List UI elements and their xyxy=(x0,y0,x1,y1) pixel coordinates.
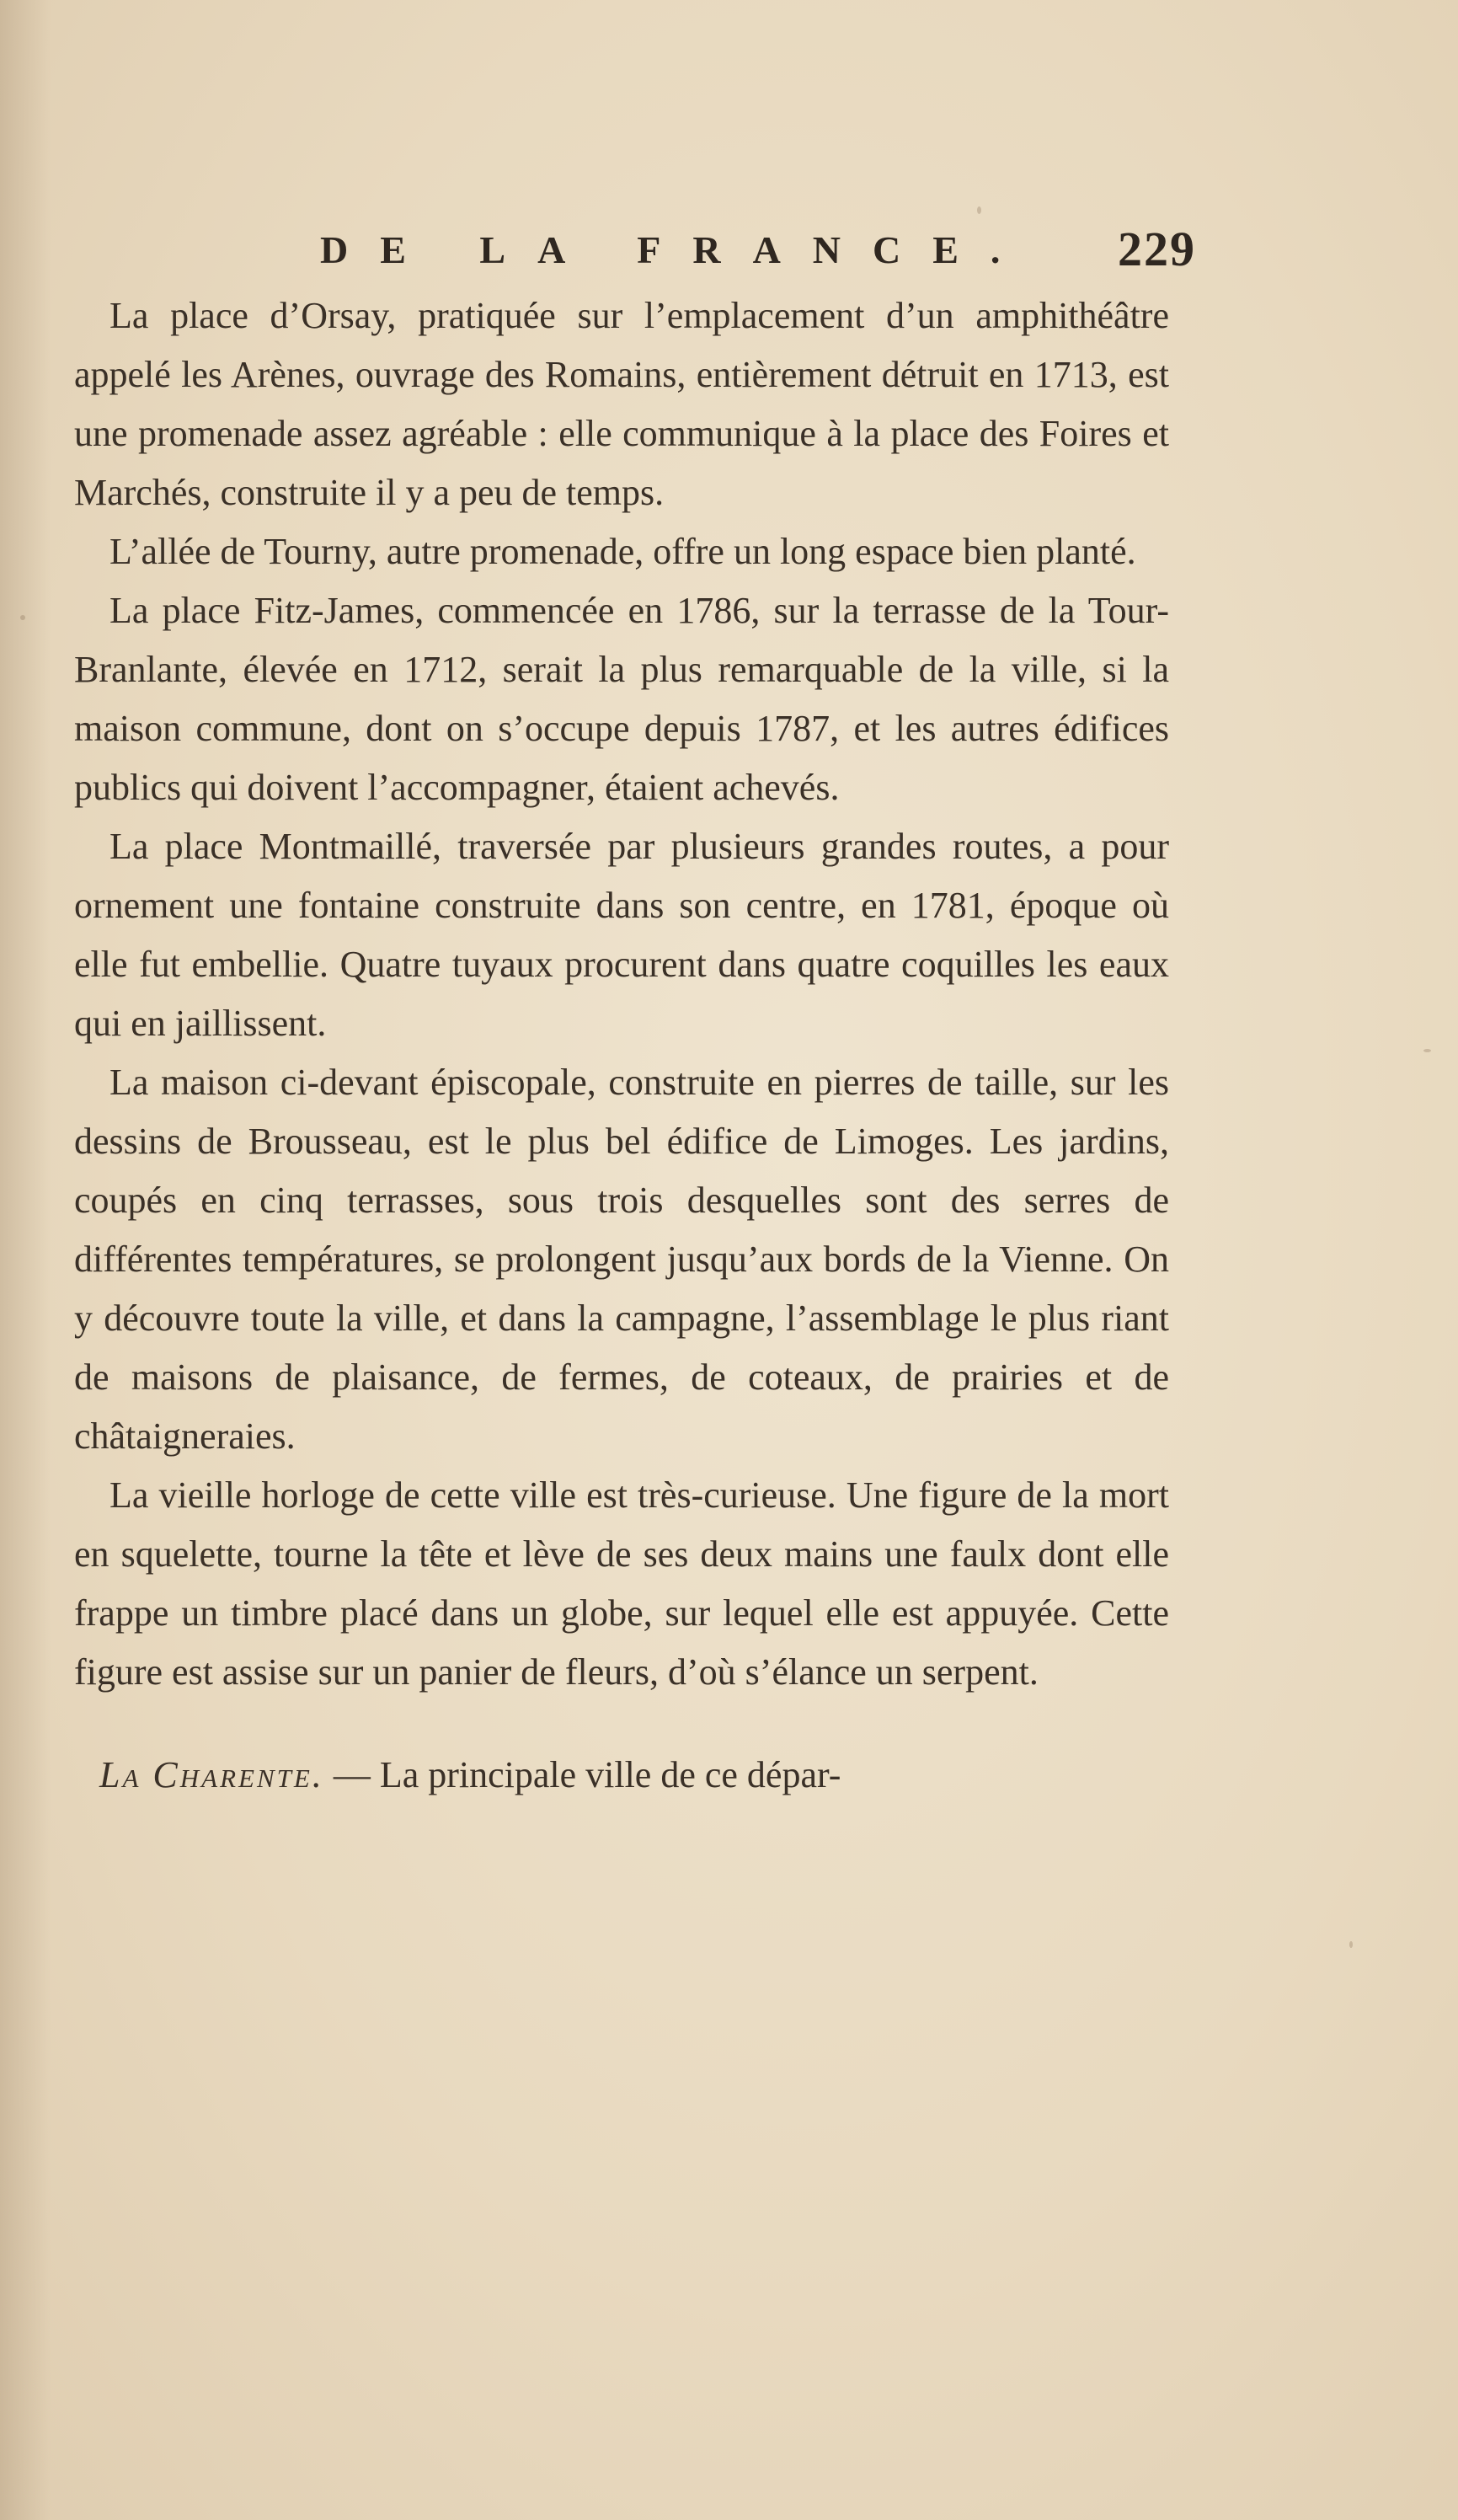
running-title: DE LA FRANCE. xyxy=(320,228,1033,271)
section-text: — La principale ville de ce dépar- xyxy=(323,1754,841,1795)
paper-speck xyxy=(20,615,25,620)
paper-speck xyxy=(1423,1049,1431,1052)
paragraph-allee-tourny: L’allée de Tourny, autre promenade, offre un long espace bien planté. xyxy=(109,531,1136,572)
body-text xyxy=(74,286,1169,1805)
paper-speck xyxy=(977,206,981,214)
paper-speck xyxy=(1349,1941,1353,1948)
paragraph-vieille-horloge: La vieille horloge de cette ville est très-curieuse. Une figure de la mort en squelette, tourne la tête et lève de ses deux mains une faulx dont elle frappe un timbre placé dans un globe, sur lequel elle est appuyée. Cette figure est assise sur un panier de fleurs, d’où s’élance un serpent. xyxy=(74,1474,1169,1693)
paragraph-maison-episcopale: La maison ci-devant épiscopale, construite en pierres de taille, sur les dessins de Brousseau, est le plus bel édifice de Limoges. Les jardins, coupés en cinq terrasses, sous trois desquelles sont des serres de différentes températures, se prolongent jusqu’aux bords de la Vienne. On y découvre toute la ville, et dans la campagne, l’assemblage le plus riant de maisons de plaisance, de fermes, de coteaux, de prairies et de châtaigneraies. xyxy=(74,1062,1169,1457)
paragraph-place-montmaille: La place Montmaillé, traversée par plusieurs grandes routes, a pour ornement une fontaine construite dans son centre, en 1781, époque où elle fut embellie. Quatre tuyaux procurent dans quatre coquilles les eaux qui en jaillissent. xyxy=(74,826,1169,1044)
section-charente xyxy=(74,1746,1169,1805)
section-label: La Charente. xyxy=(99,1754,324,1795)
paragraph-place-fitz-james: La place Fitz-James, commencée en 1786, sur la terrasse de la Tour-Branlante, élevée en 1712, serait la plus remarquable de la ville, si la maison commune, dont on s’occupe depuis 1787, et les autres édifices publics qui doivent l’accompagner, étaient achevés. xyxy=(74,590,1169,808)
page-number: 229 xyxy=(1118,222,1196,276)
gutter-shadow xyxy=(0,0,51,2520)
running-head xyxy=(320,221,1196,280)
paragraph-place-orsay: La place d’Orsay, pratiquée sur l’emplacement d’un amphithéâtre appelé les Arènes, ouvrage des Romains, entièrement détruit en 1713, est une promenade assez agréable : elle communique à la place des Foires et Marchés, construite il y a peu de temps. xyxy=(74,295,1169,513)
